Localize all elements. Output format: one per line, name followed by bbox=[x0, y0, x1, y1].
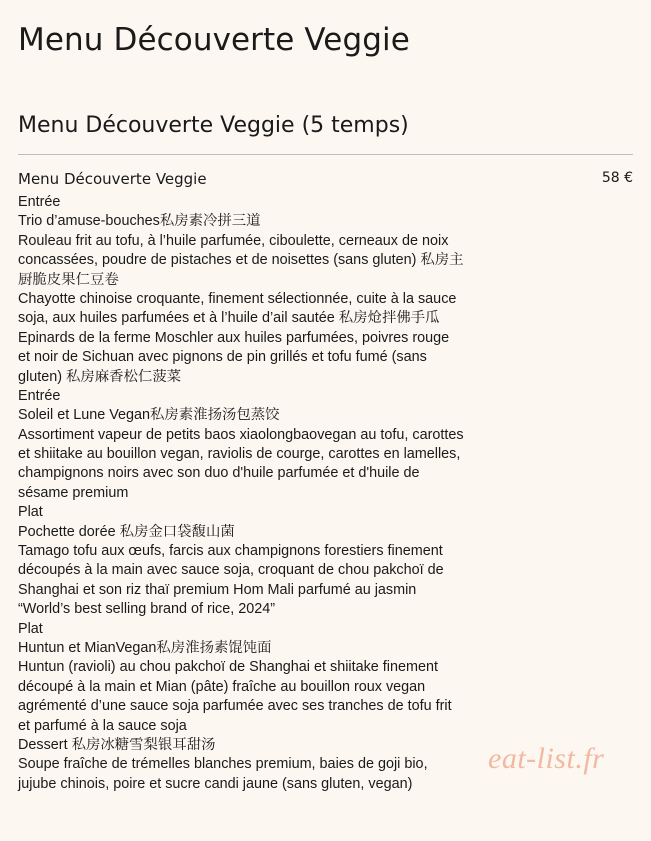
description-line: Soupe fraîche de trémelles blanches premium, baies de goji bio, bbox=[18, 756, 428, 773]
description-line: Huntun (ravioli) au chou pakchoï de Shanghai et shiitake finement bbox=[18, 659, 438, 676]
description-line: découpé à la main et Mian (pâte) fraîche au bouillon roux vegan bbox=[18, 678, 426, 695]
description-line: Dessert 私房冰糖雪梨银耳甜汤 bbox=[18, 736, 216, 753]
watermark-logo: eat-list.fr bbox=[488, 742, 605, 775]
description-line: soja, aux huiles parfumées et à l’huile d’ail sautée 私房炝拌佛手瓜 bbox=[18, 310, 440, 327]
description-line: Assortiment vapeur de petits baos xiaolongbaovegan au tofu, carottes bbox=[18, 426, 464, 443]
description-line: champignons noirs avec son duo d'huile parfumée et d'huile de bbox=[18, 465, 420, 482]
description-line: concassées, poudre de pistaches et de noisettes (sans gluten) 私房主 bbox=[18, 252, 464, 269]
description-line: Soleil et Lune Vegan私房素淮扬汤包蒸饺 bbox=[18, 407, 280, 424]
description-line: 厨脆皮果仁豆卷 bbox=[18, 271, 119, 288]
description-line: Pochette dorée 私房金口袋馥山菌 bbox=[18, 523, 235, 540]
description-line: Rouleau frit au tofu, à l’huile parfumée, ciboulette, cerneaux de noix bbox=[18, 232, 449, 249]
description-line: Epinards de la ferme Moschler aux huiles parfumées, poivres rouge bbox=[18, 329, 450, 346]
description-line: et shiitake au bouillon vegan, raviolis de courge, carottes en lamelles, bbox=[18, 446, 461, 463]
section-divider bbox=[18, 154, 633, 155]
description-line: “World’s best selling brand of rice, 2024” bbox=[18, 601, 276, 618]
menu-item-header bbox=[18, 170, 633, 190]
page-title: Menu Découverte Veggie bbox=[18, 22, 410, 58]
description-line: sésame premium bbox=[18, 484, 129, 501]
menu-item-description bbox=[18, 193, 553, 794]
description-line: gluten) 私房麻香松仁菠菜 bbox=[18, 368, 182, 385]
description-line: Chayotte chinoise croquante, finement sélectionnée, cuite à la sauce bbox=[18, 290, 457, 307]
description-line: et noir de Sichuan avec pignons de pin grillés et tofu fumé (sans bbox=[18, 349, 427, 366]
description-line: et parfumé à la sauce soja bbox=[18, 717, 187, 734]
description-line: Shanghai et son riz thaï premium Hom Mali parfumé au jasmin bbox=[18, 581, 417, 598]
menu-item-name: Menu Découverte Veggie bbox=[18, 170, 207, 188]
description-line: Plat bbox=[18, 620, 43, 637]
menu-item-price: 58 € bbox=[601, 170, 633, 186]
description-line: Entrée bbox=[18, 194, 61, 210]
description-line: Entrée bbox=[18, 387, 61, 404]
description-line: agrémenté d’une sauce soja parfumée avec ses tranches de tofu frit bbox=[18, 698, 452, 715]
section-title: Menu Découverte Veggie (5 temps) bbox=[18, 113, 409, 138]
description-line: Tamago tofu aux œufs, farcis aux champignons forestiers finement bbox=[18, 543, 443, 560]
description-line: Plat bbox=[18, 504, 43, 521]
description-line: jujube chinois, poire et sucre candi jaune (sans gluten, vegan) bbox=[18, 775, 413, 792]
description-line: Huntun et MianVegan私房淮扬素馄饨面 bbox=[18, 639, 272, 656]
description-line: Trio d’amuse-bouches私房素冷拼三道 bbox=[18, 213, 261, 230]
description-line: découpés à la main avec sauce soja, croquant de chou pakchoï de bbox=[18, 562, 444, 579]
